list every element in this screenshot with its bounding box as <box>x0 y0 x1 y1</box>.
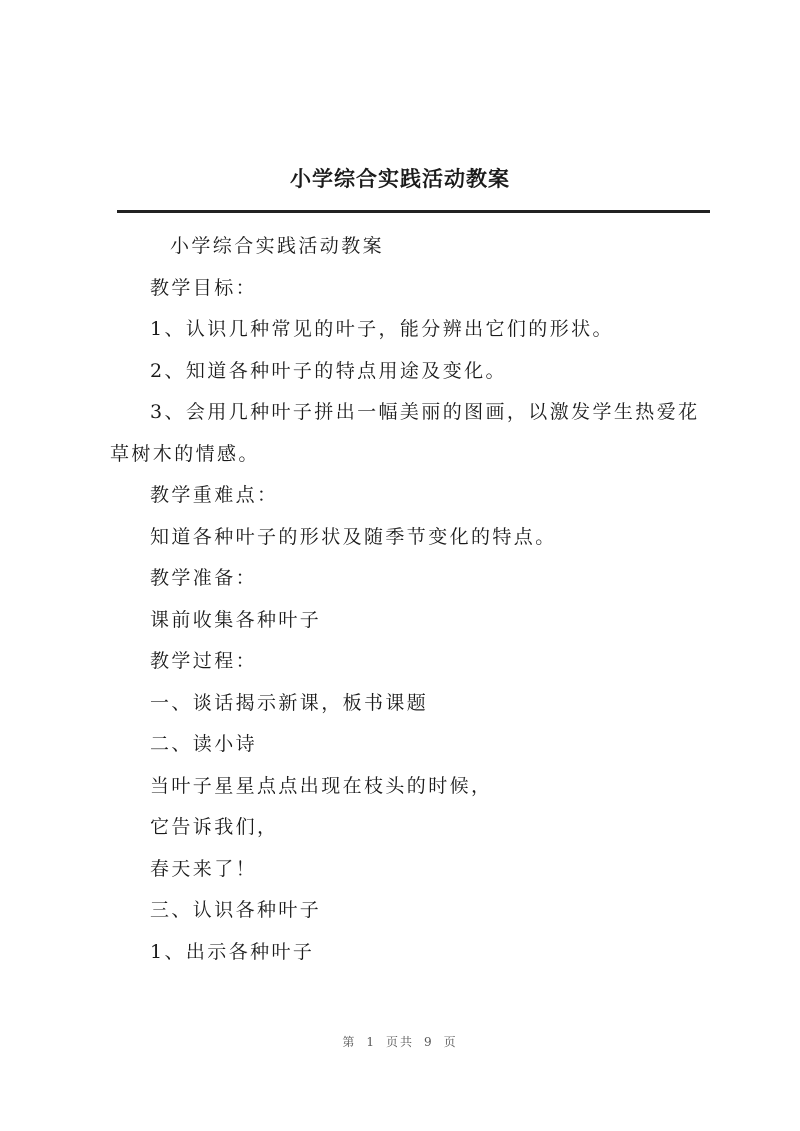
body-paragraph: 课前收集各种叶子 <box>150 608 322 631</box>
body-paragraph: 春天来了！ <box>150 857 258 880</box>
body-paragraph: 教学过程： <box>150 650 258 672</box>
body-paragraph: 知道各种叶子的形状及随季节变化的特点。 <box>150 525 557 548</box>
body-paragraph: 当叶子星星点点出现在枝头的时候， <box>150 774 493 797</box>
body-paragraph: 1、出示各种叶子 <box>150 940 315 963</box>
body-paragraph: 它告诉我们， <box>150 816 279 838</box>
body-paragraph: 三、认识各种叶子 <box>150 899 322 921</box>
body-paragraph: 教学重难点： <box>150 484 279 506</box>
body-paragraph: 3、会用几种叶子拼出一幅美丽的图画，以激发学生热爱花草树木的情感。 <box>110 401 700 465</box>
body-paragraph: 一、谈话揭示新课，板书课题 <box>150 691 429 714</box>
body-paragraph: 1、认识几种常见的叶子，能分辨出它们的形状。 <box>150 318 614 340</box>
body-paragraph: 2、知道各种叶子的特点用途及变化。 <box>150 359 507 382</box>
footer-middle: 页共 <box>385 1035 414 1049</box>
body-paragraph: 小学综合实践活动教案 <box>170 235 385 257</box>
footer-suffix: 页 <box>443 1035 458 1049</box>
document-title: 小学综合实践活动教案 <box>290 166 510 191</box>
title-underline-rule <box>117 210 710 213</box>
page-number-footer <box>0 1033 800 1050</box>
body-paragraph: 教学目标： <box>150 276 258 299</box>
footer-prefix: 第 <box>342 1035 357 1049</box>
document-body <box>110 226 700 973</box>
footer-current-page: 1 <box>366 1035 376 1049</box>
body-paragraph: 教学准备： <box>150 567 258 589</box>
body-paragraph: 二、读小诗 <box>150 733 258 755</box>
footer-total-pages: 9 <box>424 1035 434 1049</box>
